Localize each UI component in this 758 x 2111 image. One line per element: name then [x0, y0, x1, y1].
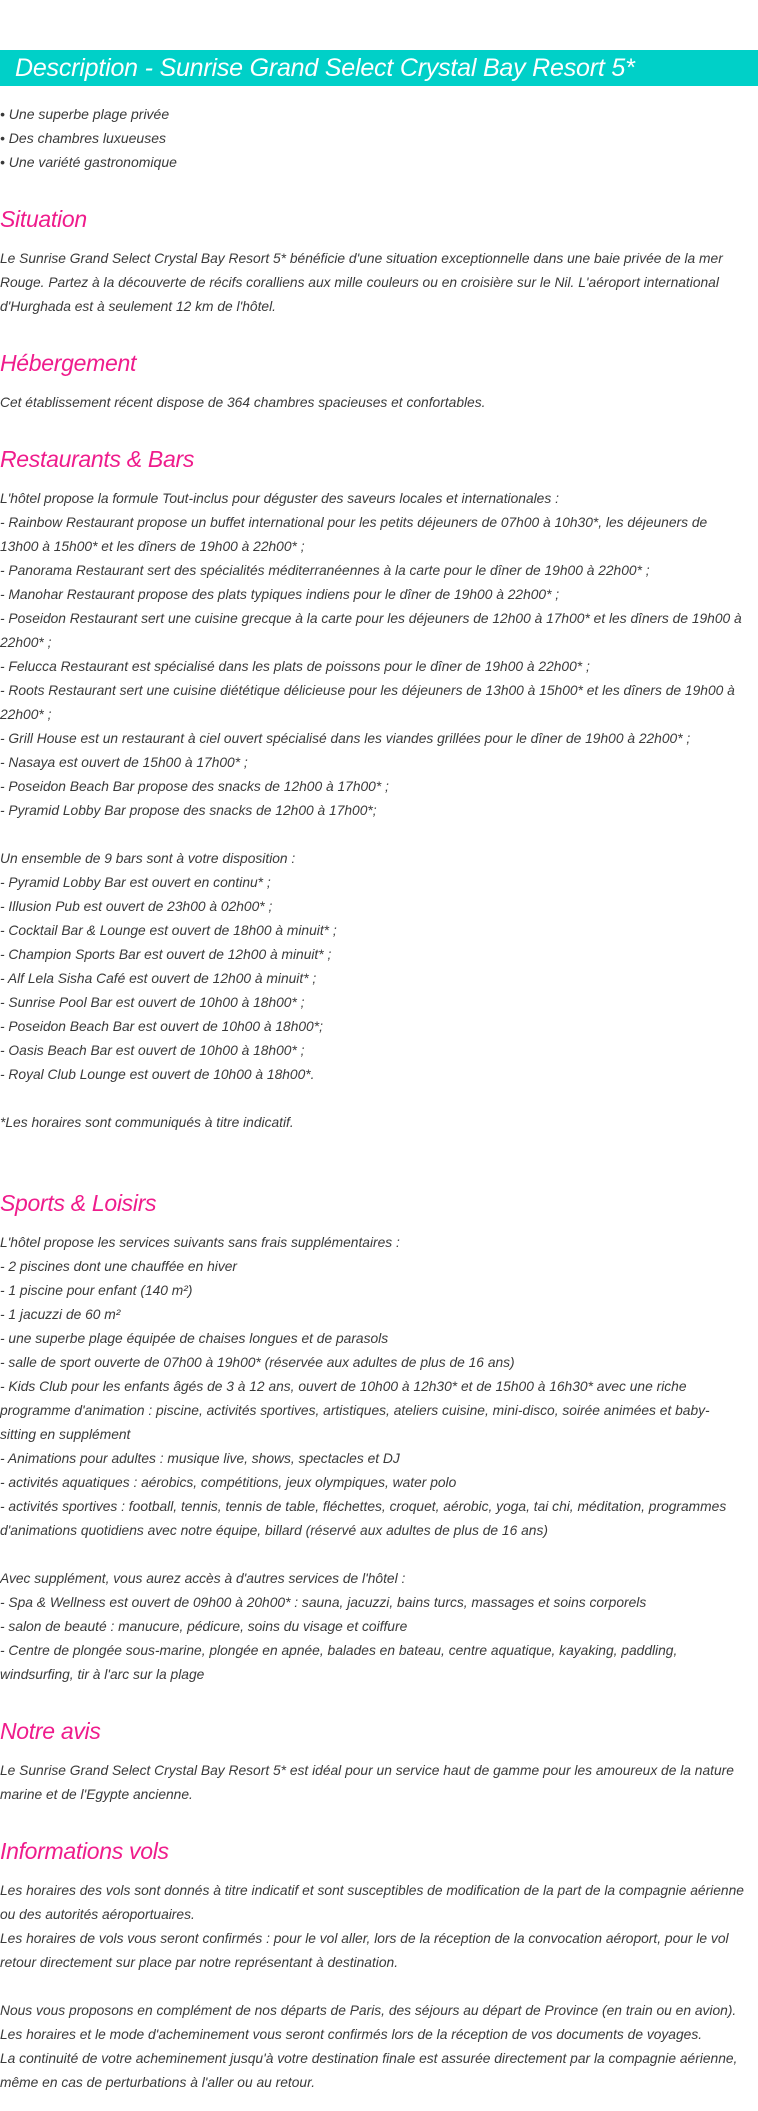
text-line: Un ensemble de 9 bars sont à votre disposition :	[0, 851, 296, 866]
text-line: - 2 piscines dont une chauffée en hiver	[0, 1259, 237, 1274]
highlight-item: • Une variété gastronomique	[0, 154, 177, 170]
text-line: - Cocktail Bar & Lounge est ouvert de 18h00 à minuit* ;	[0, 923, 337, 938]
text-line: Le Sunrise Grand Select Crystal Bay Resort 5* est idéal pour un service haut de gamme pour les amoureux de la nature	[0, 1763, 734, 1778]
section-informations-vols	[0, 1837, 758, 2095]
text-line: ou des autorités aéroportuaires.	[0, 1907, 195, 1922]
section-body	[0, 487, 758, 1135]
text-line: sitting en supplément	[0, 1427, 131, 1442]
highlight-item: • Une superbe plage privée	[0, 106, 170, 122]
section-heading: Sports & Loisirs	[0, 1190, 157, 1216]
text-line: L'hôtel propose les services suivants sans frais supplémentaires :	[0, 1235, 400, 1250]
highlights-list	[0, 102, 758, 174]
text-line: Les horaires et le mode d'acheminement vous seront confirmés lors de la réception de vos documents de voyages.	[0, 2027, 703, 2042]
text-line: - Panorama Restaurant sert des spécialités méditerranéennes à la carte pour le dîner de 19h00 à 22h00* ;	[0, 563, 650, 578]
text-line: - Oasis Beach Bar est ouvert de 10h00 à 18h00* ;	[0, 1043, 305, 1058]
text-line: marine et de l'Egypte ancienne.	[0, 1787, 193, 1802]
paragraph-spacer	[0, 823, 758, 847]
text-line: - Roots Restaurant sert une cuisine diététique délicieuse pour les déjeuners de 13h00 à 15h00* et les dîners de 19h00 à	[0, 683, 735, 698]
text-line: d'animations quotidiens avec notre équipe, billard (réservé aux adultes de plus de 16 ans)	[0, 1523, 548, 1538]
section-heading: Notre avis	[0, 1718, 101, 1744]
text-line: - activités aquatiques : aérobics, compétitions, jeux olympiques, water polo	[0, 1475, 457, 1490]
text-line: - Spa & Wellness est ouvert de 09h00 à 20h00* : sauna, jacuzzi, bains turcs, massages et soins corporels	[0, 1595, 647, 1610]
text-line: - Felucca Restaurant est spécialisé dans les plats de poissons pour le dîner de 19h00 à 22h00* ;	[0, 659, 590, 674]
text-line: - Animations pour adultes : musique live, shows, spectacles et DJ	[0, 1451, 400, 1466]
text-line: - salle de sport ouverte de 07h00 à 19h00* (réservée aux adultes de plus de 16 ans)	[0, 1355, 515, 1370]
text-line: 13h00 à 15h00* et les dîners de 19h00 à 22h00* ;	[0, 539, 305, 554]
paragraph-spacer	[0, 1087, 758, 1111]
text-line: Nous vous proposons en complément de nos départs de Paris, des séjours au départ de Province (en train ou en avion).	[0, 2003, 737, 2018]
text-line: *Les horaires sont communiqués à titre indicatif.	[0, 1115, 294, 1130]
text-line: Rouge. Partez à la découverte de récifs coralliens aux mille couleurs ou en croisière sur le Nil. L'aéroport international	[0, 275, 719, 290]
text-line: retour directement sur place par notre représentant à destination.	[0, 1955, 399, 1970]
section-body	[0, 247, 758, 319]
highlight-item: • Des chambres luxueuses	[0, 130, 166, 146]
section-restaurants-bars	[0, 445, 758, 1135]
text-line: - Nasaya est ouvert de 15h00 à 17h00* ;	[0, 755, 248, 770]
section-heading: Situation	[0, 206, 87, 232]
text-line: même en cas de perturbations à l'aller ou au retour.	[0, 2075, 316, 2090]
text-line: - activités sportives : football, tennis, tennis de table, fléchettes, croquet, aérobic, yoga, tai chi, méditation, programmes	[0, 1499, 727, 1514]
text-line: 22h00* ;	[0, 635, 52, 650]
text-line: - Grill House est un restaurant à ciel ouvert spécialisé dans les viandes grillées pour le dîner de 19h00 à 22h00* ;	[0, 731, 691, 746]
text-line: - Poseidon Beach Bar propose des snacks de 12h00 à 17h00* ;	[0, 779, 389, 794]
section-hebergement	[0, 349, 758, 415]
section-body	[0, 391, 758, 415]
text-line: - Champion Sports Bar est ouvert de 12h00 à minuit* ;	[0, 947, 332, 962]
text-line: Cet établissement récent dispose de 364 chambres spacieuses et confortables.	[0, 395, 486, 410]
text-line: Les horaires de vols vous seront confirmés : pour le vol aller, lors de la réception de la convocation aéroport, pour le vol	[0, 1931, 729, 1946]
text-line: - 1 jacuzzi de 60 m²	[0, 1307, 121, 1322]
section-heading: Informations vols	[0, 1838, 169, 1864]
text-line: - Sunrise Pool Bar est ouvert de 10h00 à 18h00* ;	[0, 995, 305, 1010]
text-line: Le Sunrise Grand Select Crystal Bay Resort 5* bénéficie d'une situation exceptionnelle dans une baie privée de la mer	[0, 251, 723, 266]
text-line: - Centre de plongée sous-marine, plongée en apnée, balades en bateau, centre aquatique, kayaking, paddling,	[0, 1643, 678, 1658]
section-situation	[0, 205, 758, 319]
section-sports-loisirs	[0, 1189, 758, 1687]
text-line: - Pyramid Lobby Bar propose des snacks de 12h00 à 17h00*;	[0, 803, 377, 818]
description-banner	[0, 50, 758, 86]
section-body	[0, 1759, 758, 1807]
text-line: 22h00* ;	[0, 707, 52, 722]
section-notre-avis	[0, 1717, 758, 1807]
paragraph-spacer	[0, 1543, 758, 1567]
text-line: - une superbe plage équipée de chaises longues et de parasols	[0, 1331, 389, 1346]
section-body	[0, 1879, 758, 2095]
paragraph-spacer	[0, 1975, 758, 1999]
text-line: - Alf Lela Sisha Café est ouvert de 12h00 à minuit* ;	[0, 971, 317, 986]
text-line: programme d'animation : piscine, activités sportives, artistiques, ateliers cuisine, mini-disco, soirée animées et baby-	[0, 1403, 710, 1418]
section-heading: Restaurants & Bars	[0, 446, 195, 472]
text-line: - Poseidon Restaurant sert une cuisine grecque à la carte pour les déjeuners de 12h00 à 17h00* et les dîners de 19h00 à	[0, 611, 742, 626]
text-line: Avec supplément, vous aurez accès à d'autres services de l'hôtel :	[0, 1571, 406, 1586]
text-line: Les horaires des vols sont donnés à titre indicatif et sont susceptibles de modification de la part de la compagnie aérienne	[0, 1883, 744, 1898]
section-body	[0, 1231, 758, 1687]
text-line: - Pyramid Lobby Bar est ouvert en continu* ;	[0, 875, 271, 890]
text-line: - Kids Club pour les enfants âgés de 3 à 12 ans, ouvert de 10h00 à 12h30* et de 15h00 à 16h30* avec une riche	[0, 1379, 687, 1394]
text-line: windsurfing, tir à l'arc sur la plage	[0, 1667, 205, 1682]
text-line: - Illusion Pub est ouvert de 23h00 à 02h00* ;	[0, 899, 273, 914]
text-line: - Rainbow Restaurant propose un buffet international pour les petits déjeuners de 07h00 à 10h30*, les déjeuners de	[0, 515, 708, 530]
text-line: d'Hurghada est à seulement 12 km de l'hôtel.	[0, 299, 277, 314]
page-title: Description - Sunrise Grand Select Crystal Bay Resort 5*	[15, 54, 635, 82]
text-line: La continuité de votre acheminement jusqu'à votre destination finale est assurée directement par la compagnie aérienne,	[0, 2051, 738, 2066]
text-line: - Manohar Restaurant propose des plats typiques indiens pour le dîner de 19h00 à 22h00* ;	[0, 587, 560, 602]
text-line: L'hôtel propose la formule Tout-inclus pour déguster des saveurs locales et internationales :	[0, 491, 559, 506]
text-line: - Royal Club Lounge est ouvert de 10h00 à 18h00*.	[0, 1067, 315, 1082]
section-heading: Hébergement	[0, 350, 137, 376]
text-line: - 1 piscine pour enfant (140 m²)	[0, 1283, 193, 1298]
text-line: - salon de beauté : manucure, pédicure, soins du visage et coiffure	[0, 1619, 408, 1634]
text-line: - Poseidon Beach Bar est ouvert de 10h00 à 18h00*;	[0, 1019, 323, 1034]
